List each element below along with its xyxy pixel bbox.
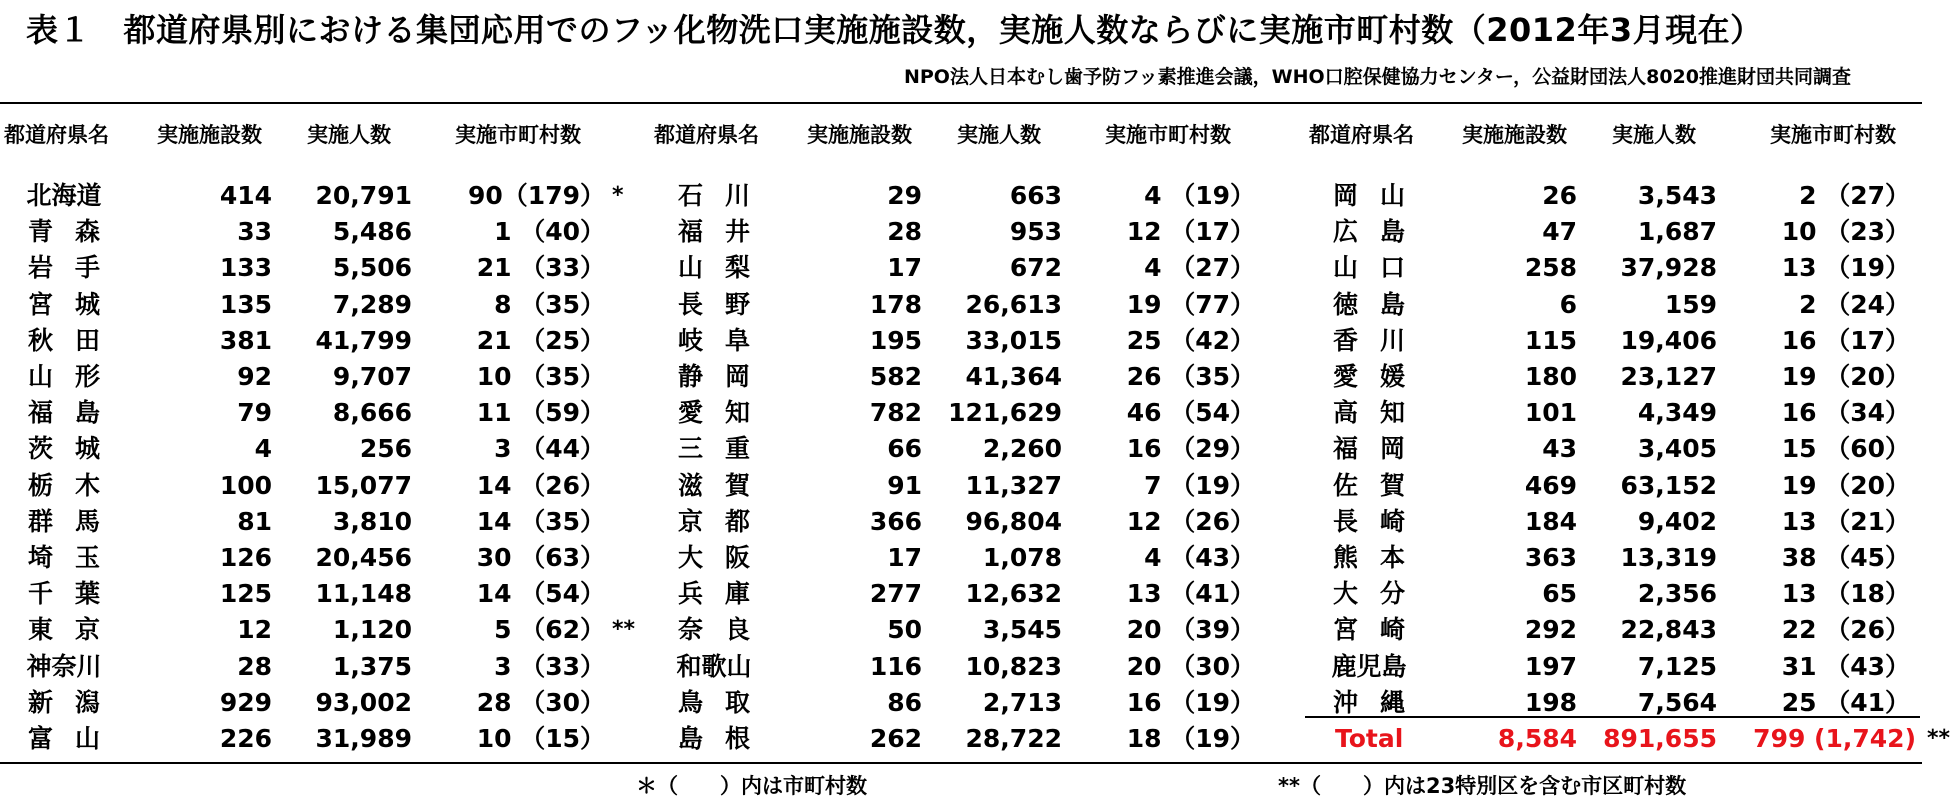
facility-count: 277	[869, 579, 922, 609]
table-row	[0, 431, 650, 467]
municipality-count: 13 （41）	[1126, 579, 1255, 609]
participant-count: 1,120	[332, 615, 412, 645]
prefecture-name: 新潟	[28, 687, 100, 717]
facility-count: 33	[237, 217, 272, 247]
municipality-count: 14 （54）	[476, 579, 605, 609]
municipality-count: 22 （26）	[1781, 615, 1910, 645]
facility-count: 363	[1524, 543, 1577, 572]
participant-count: 96,804	[965, 506, 1062, 536]
participant-count: 7,289	[332, 289, 412, 319]
participant-count: 23,127	[1620, 362, 1717, 391]
participant-count: 5,506	[332, 253, 412, 283]
facility-count: 47	[1542, 217, 1577, 247]
municipality-count: 13 （21）	[1781, 506, 1910, 536]
prefecture-name: 富山	[28, 724, 100, 753]
footnote-marker: *	[612, 183, 624, 208]
prefecture-name: 茨城	[28, 434, 100, 464]
prefecture-name: 石川	[678, 181, 750, 210]
facility-count: 4	[254, 434, 272, 464]
table-row	[650, 721, 1300, 757]
participant-count: 2,260	[982, 434, 1062, 464]
municipality-count: 3 （33）	[494, 651, 605, 681]
table-row	[0, 685, 650, 721]
participant-count: 41,799	[315, 325, 412, 355]
facility-count: 366	[869, 506, 922, 536]
facility-count: 50	[887, 615, 922, 645]
table-row	[0, 250, 650, 286]
facility-count: 43	[1542, 434, 1577, 464]
prefecture-name: 山形	[28, 362, 100, 391]
municipality-count: 2 （24）	[1799, 289, 1910, 319]
table-row	[0, 178, 650, 214]
table-row	[0, 576, 650, 612]
prefecture-name: 大阪	[678, 543, 750, 572]
municipality-count: 21 （33）	[476, 253, 605, 283]
table-row	[650, 323, 1300, 359]
facility-count: 226	[219, 724, 272, 753]
column-header: 実施施設数	[807, 123, 912, 147]
table-row	[1305, 323, 1951, 359]
column-header: 実施市町村数	[1770, 123, 1896, 147]
facility-count: 184	[1524, 506, 1577, 536]
total-row	[1305, 721, 1951, 757]
table-row	[1305, 431, 1951, 467]
table-row	[0, 540, 650, 576]
total-municipalities: 799 (1,742)	[1753, 724, 1916, 753]
municipality-count: 8 （35）	[494, 289, 605, 319]
table-row	[1305, 504, 1951, 540]
municipality-count: 21 （25）	[476, 325, 605, 355]
participant-count: 7,125	[1637, 651, 1717, 681]
participant-count: 159	[1664, 289, 1717, 319]
facility-count: 782	[869, 398, 922, 428]
participant-count: 9,707	[332, 362, 412, 391]
table-row	[0, 721, 650, 757]
table-row	[650, 649, 1300, 685]
table-row	[650, 612, 1300, 648]
table-row	[0, 323, 650, 359]
municipality-count: 28 （30）	[476, 687, 605, 717]
participant-count: 13,319	[1620, 543, 1717, 572]
facility-count: 929	[219, 687, 272, 717]
total-facilities: 8,584	[1497, 724, 1577, 753]
municipality-count: 13 （18）	[1781, 579, 1910, 609]
table-row	[650, 685, 1300, 721]
table-row	[1305, 395, 1951, 431]
facility-count: 26	[1542, 181, 1577, 210]
facility-count: 116	[869, 651, 922, 681]
facility-count: 65	[1542, 579, 1577, 609]
municipality-count: 16 （34）	[1781, 398, 1910, 428]
municipality-count: 1 （40）	[494, 217, 605, 247]
prefecture-name: 栃木	[28, 470, 100, 500]
municipality-count: 2 （27）	[1799, 181, 1910, 210]
prefecture-name: 沖縄	[1333, 687, 1405, 717]
municipality-count: 10 （35）	[476, 362, 605, 391]
prefecture-name: 神奈川	[26, 651, 102, 681]
table-row	[1305, 287, 1951, 323]
facility-count: 6	[1559, 289, 1577, 319]
prefecture-name: 奈良	[678, 615, 750, 645]
municipality-count: 16 （19）	[1126, 687, 1255, 717]
participant-count: 41,364	[965, 362, 1062, 391]
column-header: 都道府県名	[4, 123, 109, 147]
column-header: 実施施設数	[1462, 123, 1567, 147]
table-row	[650, 359, 1300, 395]
facility-count: 12	[237, 615, 272, 645]
table-row	[650, 431, 1300, 467]
prefecture-name: 北海道	[26, 181, 102, 210]
municipality-count: 26 （35）	[1126, 362, 1255, 391]
prefecture-name: 和歌山	[676, 651, 752, 681]
table-row	[650, 504, 1300, 540]
footnote-marker: **	[612, 617, 636, 643]
participant-count: 12,632	[965, 579, 1062, 609]
participant-count: 31,989	[315, 724, 412, 753]
prefecture-name: 三重	[678, 434, 750, 464]
municipality-count: 12 （17）	[1126, 217, 1255, 247]
municipality-count: 25 （41）	[1781, 687, 1910, 717]
municipality-count: 18 （19）	[1126, 724, 1255, 753]
table-row	[1305, 576, 1951, 612]
table-row	[1305, 612, 1951, 648]
municipality-count: 13 （19）	[1781, 253, 1910, 283]
prefecture-name: 東京	[28, 615, 100, 645]
prefecture-name: 宮崎	[1333, 615, 1405, 645]
table-row	[0, 504, 650, 540]
participant-count: 63,152	[1620, 470, 1717, 500]
prefecture-name: 静岡	[678, 362, 750, 391]
prefecture-name: 山口	[1333, 253, 1405, 283]
prefecture-name: 山梨	[678, 253, 750, 283]
prefecture-name: 長野	[678, 289, 750, 319]
participant-count: 672	[1009, 253, 1062, 283]
prefecture-name: 長崎	[1333, 506, 1405, 536]
municipality-count: 10 （15）	[476, 724, 605, 753]
facility-count: 86	[887, 687, 922, 717]
prefecture-name: 鹿児島	[1331, 651, 1407, 681]
table-top-rule	[0, 102, 1922, 104]
facility-count: 469	[1524, 470, 1577, 500]
participant-count: 2,356	[1637, 579, 1717, 609]
municipality-count: 4 （27）	[1144, 253, 1255, 283]
participant-count: 10,823	[965, 651, 1062, 681]
column-header: 実施市町村数	[1105, 123, 1231, 147]
facility-count: 101	[1524, 398, 1577, 428]
facility-count: 126	[219, 543, 272, 572]
municipality-count: 12 （26）	[1126, 506, 1255, 536]
participant-count: 1,078	[982, 543, 1062, 572]
facility-count: 195	[869, 325, 922, 355]
participant-count: 22,843	[1620, 615, 1717, 645]
participant-count: 11,148	[315, 579, 412, 609]
table-row	[0, 287, 650, 323]
prefecture-name: 京都	[678, 506, 750, 536]
municipality-count: 20 （39）	[1126, 615, 1255, 645]
municipality-count: 16 （17）	[1781, 325, 1910, 355]
prefecture-name: 愛媛	[1333, 362, 1405, 391]
municipality-count: 4 （19）	[1144, 181, 1255, 210]
table-row	[650, 287, 1300, 323]
survey-source: NPO法人日本むし歯予防フッ素推進会議，WHO口腔保健協力センター，公益財団法人8020推進財団共同調査	[903, 66, 1851, 88]
column-header: 実施市町村数	[455, 123, 581, 147]
participant-count: 11,327	[965, 470, 1062, 500]
participant-count: 663	[1009, 181, 1062, 210]
total-participants: 891,655	[1603, 724, 1717, 753]
page-title: 表１ 都道府県別における集団応用でのフッ化物洗口実施施設数，実施人数ならびに実施市町村数（2012年3月現在）	[26, 11, 1763, 49]
total-rule	[1305, 716, 1920, 718]
table-row	[650, 250, 1300, 286]
footnote-marker: **	[1927, 726, 1951, 751]
footnote-municipalities: ＊（ ）内は市町村数	[636, 774, 867, 798]
table-row	[650, 395, 1300, 431]
prefecture-name: 高知	[1333, 398, 1405, 428]
facility-count: 28	[237, 651, 272, 681]
table-row	[1305, 540, 1951, 576]
participant-count: 1,687	[1637, 217, 1717, 247]
municipality-count: 14 （35）	[476, 506, 605, 536]
column-header: 都道府県名	[1309, 123, 1414, 147]
prefecture-name: 徳島	[1333, 289, 1405, 319]
participant-count: 19,406	[1620, 325, 1717, 355]
participant-count: 3,405	[1637, 434, 1717, 464]
prefecture-name: 鳥取	[678, 687, 750, 717]
table-row	[0, 468, 650, 504]
municipality-count: 38 （45）	[1781, 543, 1910, 572]
prefecture-name: 宮城	[28, 289, 100, 319]
column-header: 実施人数	[307, 123, 391, 147]
prefecture-name: 福岡	[1333, 434, 1405, 464]
table-row	[0, 395, 650, 431]
facility-count: 28	[887, 217, 922, 247]
municipality-count: 5 （62）	[494, 615, 605, 645]
facility-count: 125	[219, 579, 272, 609]
table-row	[0, 214, 650, 250]
participant-count: 7,564	[1637, 687, 1717, 717]
facility-count: 258	[1524, 253, 1577, 283]
prefecture-name: 岡山	[1333, 181, 1405, 210]
municipality-count: 31 （43）	[1781, 651, 1910, 681]
facility-count: 81	[237, 506, 272, 536]
participant-count: 953	[1009, 217, 1062, 247]
table-row	[1305, 250, 1951, 286]
facility-count: 180	[1524, 362, 1577, 391]
table-row	[1305, 468, 1951, 504]
participant-count: 3,543	[1637, 181, 1717, 210]
participant-count: 9,402	[1637, 506, 1717, 536]
participant-count: 20,456	[315, 543, 412, 572]
participant-count: 256	[359, 434, 412, 464]
participant-count: 1,375	[332, 651, 412, 681]
prefecture-name: 福井	[678, 217, 750, 247]
prefecture-name: 大分	[1333, 579, 1405, 609]
municipality-count: 30 （63）	[476, 543, 605, 572]
municipality-count: 4 （43）	[1144, 543, 1255, 572]
facility-count: 17	[887, 543, 922, 572]
participant-count: 26,613	[965, 289, 1062, 319]
facility-count: 414	[219, 181, 272, 210]
participant-count: 5,486	[332, 217, 412, 247]
table-row	[1305, 359, 1951, 395]
participant-count: 4,349	[1637, 398, 1717, 428]
municipality-count: 46 （54）	[1126, 398, 1255, 428]
footnote-special-wards: **（ ）内は23特別区を含む市区町村数	[1278, 774, 1687, 798]
column-header: 実施人数	[957, 123, 1041, 147]
total-label: Total	[1335, 724, 1404, 753]
prefecture-name: 愛知	[678, 398, 750, 428]
table-row	[1305, 649, 1951, 685]
municipality-count: 19 （20）	[1781, 470, 1910, 500]
facility-count: 29	[887, 181, 922, 210]
table-row	[1305, 178, 1951, 214]
facility-count: 17	[887, 253, 922, 283]
facility-count: 197	[1524, 651, 1577, 681]
table-row	[650, 468, 1300, 504]
column-header: 都道府県名	[654, 123, 759, 147]
prefecture-name: 群馬	[28, 506, 100, 536]
municipality-count: 90（179）	[468, 181, 605, 210]
prefecture-name: 兵庫	[678, 579, 750, 609]
table-bottom-rule	[0, 762, 1922, 764]
table-row	[1305, 214, 1951, 250]
participant-count: 37,928	[1620, 253, 1717, 283]
participant-count: 33,015	[965, 325, 1062, 355]
facility-count: 66	[887, 434, 922, 464]
table-row	[650, 178, 1300, 214]
table-row	[0, 649, 650, 685]
participant-count: 93,002	[315, 687, 412, 717]
municipality-count: 19 （20）	[1781, 362, 1910, 391]
municipality-count: 19 （77）	[1126, 289, 1255, 319]
participant-count: 8,666	[332, 398, 412, 428]
participant-count: 3,545	[982, 615, 1062, 645]
facility-count: 178	[869, 289, 922, 319]
municipality-count: 3 （44）	[494, 434, 605, 464]
participant-count: 28,722	[965, 724, 1062, 753]
participant-count: 121,629	[948, 398, 1062, 428]
column-header: 実施施設数	[157, 123, 262, 147]
municipality-count: 20 （30）	[1126, 651, 1255, 681]
prefecture-name: 秋田	[28, 325, 100, 355]
prefecture-name: 福島	[28, 398, 100, 428]
facility-count: 115	[1524, 325, 1577, 355]
prefecture-name: 佐賀	[1333, 470, 1405, 500]
table-row	[650, 540, 1300, 576]
prefecture-name: 島根	[678, 724, 750, 753]
participant-count: 15,077	[315, 470, 412, 500]
table-row	[650, 214, 1300, 250]
municipality-count: 10 （23）	[1781, 217, 1910, 247]
prefecture-name: 岩手	[28, 253, 100, 283]
prefecture-name: 香川	[1333, 325, 1405, 355]
table-row	[650, 576, 1300, 612]
municipality-count: 25 （42）	[1126, 325, 1255, 355]
participant-count: 2,713	[982, 687, 1062, 717]
prefecture-name: 熊本	[1333, 543, 1405, 572]
facility-count: 582	[869, 362, 922, 391]
municipality-count: 15 （60）	[1781, 434, 1910, 464]
facility-count: 262	[869, 724, 922, 753]
facility-count: 133	[219, 253, 272, 283]
column-header: 実施人数	[1612, 123, 1696, 147]
facility-count: 292	[1524, 615, 1577, 645]
table-row	[0, 612, 650, 648]
facility-count: 100	[219, 470, 272, 500]
prefecture-name: 埼玉	[28, 543, 100, 572]
participant-count: 3,810	[332, 506, 412, 536]
participant-count: 20,791	[315, 181, 412, 210]
facility-count: 79	[237, 398, 272, 428]
facility-count: 92	[237, 362, 272, 391]
prefecture-name: 滋賀	[678, 470, 750, 500]
municipality-count: 16 （29）	[1126, 434, 1255, 464]
municipality-count: 7 （19）	[1144, 470, 1255, 500]
prefecture-name: 千葉	[28, 579, 100, 609]
facility-count: 381	[219, 325, 272, 355]
prefecture-name: 岐阜	[678, 325, 750, 355]
facility-count: 91	[887, 470, 922, 500]
prefecture-name: 広島	[1333, 217, 1405, 247]
municipality-count: 14 （26）	[476, 470, 605, 500]
municipality-count: 11 （59）	[476, 398, 605, 428]
facility-count: 198	[1524, 687, 1577, 717]
prefecture-name: 青森	[28, 217, 100, 247]
facility-count: 135	[219, 289, 272, 319]
table-row	[0, 359, 650, 395]
